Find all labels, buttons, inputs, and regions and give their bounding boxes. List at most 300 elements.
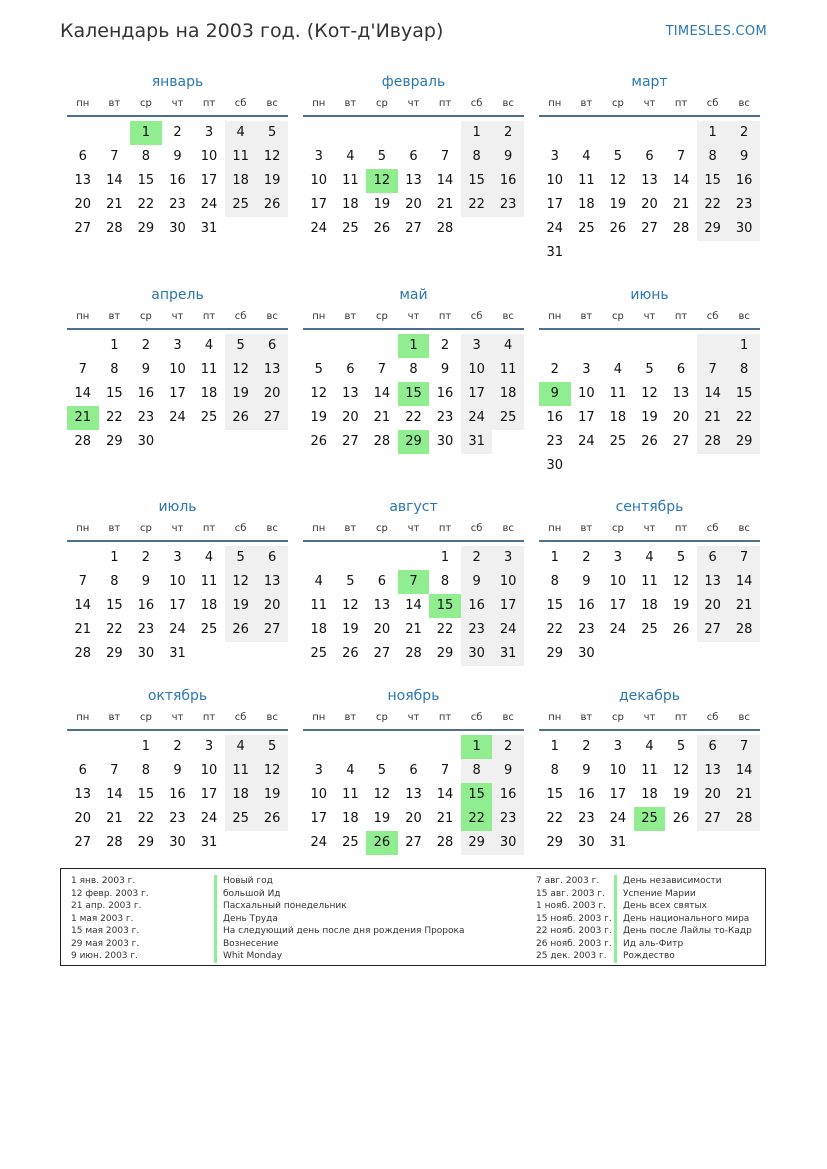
day-cell[interactable]: 9 <box>728 145 760 169</box>
day-cell[interactable]: 26 <box>672 811 690 826</box>
day-cell[interactable]: 30 <box>578 646 595 661</box>
day-cell[interactable]: 8 <box>440 574 450 589</box>
day-cell[interactable]: 20 <box>672 410 690 425</box>
day-cell[interactable]: 4 <box>225 121 257 145</box>
day-cell[interactable]: 27 <box>697 618 729 642</box>
day-cell[interactable]: 25 <box>225 193 257 217</box>
day-cell[interactable]: 17 <box>200 787 218 802</box>
day-cell[interactable]: 21 <box>697 406 729 430</box>
day-cell[interactable]: 6 <box>78 149 87 164</box>
day-cell[interactable]: 9 <box>141 362 151 377</box>
day-cell[interactable]: 9 <box>582 763 591 778</box>
day-cell[interactable]: 5 <box>346 574 355 589</box>
day-cell[interactable]: 26 <box>256 193 288 217</box>
day-cell[interactable]: 29 <box>137 835 155 850</box>
day-cell[interactable]: 26 <box>609 221 627 236</box>
day-cell[interactable]: 24 <box>200 197 218 212</box>
day-cell[interactable]: 21 <box>373 410 391 425</box>
day-cell[interactable]: 15 <box>546 598 564 613</box>
day-cell[interactable]: 23 <box>169 197 186 212</box>
day-cell[interactable]: 29 <box>436 646 454 661</box>
day-cell[interactable]: 26 <box>641 434 658 449</box>
day-cell[interactable]: 20 <box>74 197 92 212</box>
day-cell[interactable]: 23 <box>492 193 524 217</box>
day-cell[interactable]: 16 <box>169 787 186 802</box>
day-cell[interactable]: 21 <box>74 622 92 637</box>
day-cell[interactable]: 30 <box>137 434 155 449</box>
day-cell[interactable]: 14 <box>106 787 123 802</box>
day-cell[interactable]: 6 <box>409 763 418 778</box>
day-cell[interactable]: 21 <box>405 622 422 637</box>
day-cell[interactable]: 9 <box>461 570 493 594</box>
day-cell[interactable]: 20 <box>373 622 391 637</box>
day-cell[interactable]: 31 <box>200 835 218 850</box>
day-cell[interactable]: 1 <box>728 334 760 358</box>
day-cell[interactable]: 9 <box>440 362 450 377</box>
day-cell[interactable]: 22 <box>106 622 123 637</box>
day-cell[interactable]: 24 <box>461 406 493 430</box>
day-cell[interactable]: 16 <box>578 787 595 802</box>
day-cell[interactable]: 13 <box>672 386 690 401</box>
day-cell[interactable]: 25 <box>342 221 359 236</box>
day-cell[interactable]: 27 <box>373 646 391 661</box>
day-cell[interactable]: 13 <box>697 759 729 783</box>
day-cell[interactable]: 7 <box>78 574 87 589</box>
day-cell[interactable]: 18 <box>492 382 524 406</box>
day-cell[interactable]: 22 <box>697 193 729 217</box>
day-cell[interactable]: 11 <box>609 386 627 401</box>
day-cell[interactable]: 17 <box>310 197 328 212</box>
day-cell[interactable]: 1 <box>461 121 493 145</box>
day-cell[interactable]: 19 <box>310 410 328 425</box>
day-cell[interactable]: 1 <box>550 739 559 754</box>
day-cell[interactable]: 22 <box>461 193 493 217</box>
day-cell[interactable]: 4 <box>613 362 623 377</box>
day-cell[interactable]: 27 <box>641 221 658 236</box>
day-cell[interactable]: 2 <box>141 338 151 353</box>
day-cell[interactable]: 16 <box>546 410 564 425</box>
day-cell[interactable]: 28 <box>728 807 760 831</box>
day-cell[interactable]: 30 <box>169 835 186 850</box>
day-cell[interactable]: 9 <box>492 145 524 169</box>
day-cell[interactable]: 25 <box>200 622 218 637</box>
day-cell[interactable]: 22 <box>405 410 422 425</box>
day-cell[interactable]: 18 <box>225 783 257 807</box>
day-cell[interactable]: 12 <box>256 145 288 169</box>
day-cell[interactable]: 9 <box>492 759 524 783</box>
day-cell[interactable]: 14 <box>436 173 454 188</box>
day-cell[interactable]: 13 <box>697 570 729 594</box>
day-cell[interactable]: 29 <box>106 434 123 449</box>
day-cell[interactable]: 27 <box>405 835 422 850</box>
day-cell[interactable]: 3 <box>204 739 214 754</box>
day-cell[interactable]: 19 <box>225 382 257 406</box>
day-cell[interactable]: 28 <box>106 835 123 850</box>
day-cell[interactable]: 11 <box>641 574 658 589</box>
day-cell[interactable]: 12 <box>373 787 391 802</box>
day-cell[interactable]: 26 <box>672 622 690 637</box>
day-cell[interactable]: 8 <box>461 145 493 169</box>
day-cell[interactable]: 20 <box>697 783 729 807</box>
day-cell[interactable]: 28 <box>405 646 422 661</box>
day-cell[interactable]: 17 <box>546 197 564 212</box>
holiday-day-cell[interactable]: 12 <box>366 169 398 193</box>
day-cell[interactable]: 12 <box>672 574 690 589</box>
day-cell[interactable]: 29 <box>546 646 564 661</box>
day-cell[interactable]: 20 <box>405 197 422 212</box>
day-cell[interactable]: 22 <box>106 410 123 425</box>
day-cell[interactable]: 12 <box>225 358 257 382</box>
day-cell[interactable]: 29 <box>137 221 155 236</box>
day-cell[interactable]: 5 <box>613 149 623 164</box>
day-cell[interactable]: 23 <box>546 434 564 449</box>
day-cell[interactable]: 28 <box>728 618 760 642</box>
day-cell[interactable]: 6 <box>256 334 288 358</box>
day-cell[interactable]: 9 <box>141 574 151 589</box>
day-cell[interactable]: 18 <box>225 169 257 193</box>
day-cell[interactable]: 20 <box>405 811 422 826</box>
day-cell[interactable]: 8 <box>110 362 119 377</box>
day-cell[interactable]: 4 <box>204 338 214 353</box>
day-cell[interactable]: 30 <box>728 217 760 241</box>
day-cell[interactable]: 19 <box>256 169 288 193</box>
day-cell[interactable]: 5 <box>256 735 288 759</box>
day-cell[interactable]: 13 <box>74 173 92 188</box>
day-cell[interactable]: 12 <box>609 173 627 188</box>
day-cell[interactable]: 6 <box>676 362 686 377</box>
holiday-day-cell[interactable]: 1 <box>398 334 430 358</box>
day-cell[interactable]: 24 <box>200 811 218 826</box>
holiday-day-cell[interactable]: 1 <box>130 121 162 145</box>
day-cell[interactable]: 18 <box>200 386 218 401</box>
day-cell[interactable]: 21 <box>106 811 123 826</box>
day-cell[interactable]: 17 <box>492 594 524 618</box>
day-cell[interactable]: 30 <box>461 642 493 666</box>
day-cell[interactable]: 17 <box>609 598 627 613</box>
day-cell[interactable]: 28 <box>373 434 391 449</box>
day-cell[interactable]: 25 <box>492 406 524 430</box>
day-cell[interactable]: 17 <box>609 787 627 802</box>
day-cell[interactable]: 2 <box>173 739 182 754</box>
day-cell[interactable]: 6 <box>346 362 355 377</box>
day-cell[interactable]: 28 <box>436 835 454 850</box>
day-cell[interactable]: 6 <box>697 735 729 759</box>
day-cell[interactable]: 31 <box>546 245 564 260</box>
day-cell[interactable]: 25 <box>342 835 359 850</box>
day-cell[interactable]: 28 <box>672 221 690 236</box>
day-cell[interactable]: 9 <box>173 763 182 778</box>
day-cell[interactable]: 15 <box>728 382 760 406</box>
day-cell[interactable]: 23 <box>578 622 595 637</box>
day-cell[interactable]: 2 <box>173 125 182 140</box>
day-cell[interactable]: 8 <box>110 574 119 589</box>
day-cell[interactable]: 16 <box>461 594 493 618</box>
day-cell[interactable]: 15 <box>137 787 155 802</box>
day-cell[interactable]: 25 <box>641 622 658 637</box>
day-cell[interactable]: 18 <box>310 622 328 637</box>
day-cell[interactable]: 11 <box>225 145 257 169</box>
day-cell[interactable]: 3 <box>613 739 623 754</box>
day-cell[interactable]: 8 <box>141 149 151 164</box>
day-cell[interactable]: 3 <box>492 546 524 570</box>
day-cell[interactable]: 10 <box>310 787 328 802</box>
day-cell[interactable]: 14 <box>672 173 690 188</box>
day-cell[interactable]: 10 <box>310 173 328 188</box>
day-cell[interactable]: 29 <box>546 835 564 850</box>
day-cell[interactable]: 27 <box>74 221 92 236</box>
day-cell[interactable]: 14 <box>74 386 92 401</box>
day-cell[interactable]: 10 <box>169 362 186 377</box>
day-cell[interactable]: 24 <box>169 622 186 637</box>
day-cell[interactable]: 2 <box>550 362 559 377</box>
day-cell[interactable]: 14 <box>436 787 454 802</box>
day-cell[interactable]: 2 <box>582 739 591 754</box>
day-cell[interactable]: 1 <box>697 121 729 145</box>
day-cell[interactable]: 13 <box>256 570 288 594</box>
day-cell[interactable]: 3 <box>461 334 493 358</box>
day-cell[interactable]: 1 <box>110 550 119 565</box>
day-cell[interactable]: 10 <box>461 358 493 382</box>
day-cell[interactable]: 28 <box>106 221 123 236</box>
day-cell[interactable]: 24 <box>310 835 328 850</box>
day-cell[interactable]: 18 <box>578 197 595 212</box>
day-cell[interactable]: 4 <box>204 550 214 565</box>
day-cell[interactable]: 12 <box>641 386 658 401</box>
day-cell[interactable]: 10 <box>200 149 218 164</box>
day-cell[interactable]: 31 <box>461 430 493 454</box>
day-cell[interactable]: 1 <box>550 550 559 565</box>
day-cell[interactable]: 5 <box>314 362 323 377</box>
day-cell[interactable]: 24 <box>546 221 564 236</box>
day-cell[interactable]: 29 <box>106 646 123 661</box>
day-cell[interactable]: 8 <box>550 763 559 778</box>
day-cell[interactable]: 20 <box>256 594 288 618</box>
day-cell[interactable]: 1 <box>141 739 151 754</box>
day-cell[interactable]: 12 <box>225 570 257 594</box>
day-cell[interactable]: 22 <box>728 406 760 430</box>
day-cell[interactable]: 5 <box>676 550 686 565</box>
day-cell[interactable]: 17 <box>310 811 328 826</box>
day-cell[interactable]: 7 <box>440 763 450 778</box>
day-cell[interactable]: 14 <box>697 382 729 406</box>
holiday-day-cell[interactable]: 26 <box>366 831 398 855</box>
day-cell[interactable]: 13 <box>641 173 658 188</box>
day-cell[interactable]: 22 <box>546 811 564 826</box>
day-cell[interactable]: 15 <box>137 173 155 188</box>
day-cell[interactable]: 7 <box>78 362 87 377</box>
day-cell[interactable]: 27 <box>672 434 690 449</box>
day-cell[interactable]: 23 <box>461 618 493 642</box>
day-cell[interactable]: 8 <box>141 763 151 778</box>
day-cell[interactable]: 18 <box>342 811 359 826</box>
day-cell[interactable]: 25 <box>578 221 595 236</box>
day-cell[interactable]: 3 <box>613 550 623 565</box>
day-cell[interactable]: 18 <box>200 598 218 613</box>
day-cell[interactable]: 28 <box>436 221 454 236</box>
day-cell[interactable]: 3 <box>314 149 323 164</box>
day-cell[interactable]: 3 <box>173 550 182 565</box>
day-cell[interactable]: 16 <box>492 783 524 807</box>
day-cell[interactable]: 10 <box>609 763 627 778</box>
day-cell[interactable]: 14 <box>74 598 92 613</box>
day-cell[interactable]: 24 <box>609 811 627 826</box>
day-cell[interactable]: 5 <box>225 546 257 570</box>
day-cell[interactable]: 25 <box>609 434 627 449</box>
day-cell[interactable]: 29 <box>728 430 760 454</box>
holiday-day-cell[interactable]: 15 <box>398 382 430 406</box>
holiday-day-cell[interactable]: 15 <box>461 783 493 807</box>
holiday-day-cell[interactable]: 9 <box>539 382 571 406</box>
day-cell[interactable]: 10 <box>169 574 186 589</box>
day-cell[interactable]: 22 <box>546 622 564 637</box>
day-cell[interactable]: 13 <box>405 173 422 188</box>
day-cell[interactable]: 16 <box>169 173 186 188</box>
day-cell[interactable]: 18 <box>609 410 627 425</box>
day-cell[interactable]: 10 <box>200 763 218 778</box>
day-cell[interactable]: 11 <box>342 787 359 802</box>
day-cell[interactable]: 12 <box>342 598 359 613</box>
day-cell[interactable]: 29 <box>697 217 729 241</box>
day-cell[interactable]: 6 <box>78 763 87 778</box>
day-cell[interactable]: 30 <box>169 221 186 236</box>
day-cell[interactable]: 24 <box>492 618 524 642</box>
day-cell[interactable]: 11 <box>578 173 595 188</box>
day-cell[interactable]: 19 <box>256 783 288 807</box>
day-cell[interactable]: 27 <box>342 434 359 449</box>
day-cell[interactable]: 4 <box>314 574 323 589</box>
day-cell[interactable]: 8 <box>697 145 729 169</box>
day-cell[interactable]: 23 <box>728 193 760 217</box>
day-cell[interactable]: 13 <box>74 787 92 802</box>
holiday-day-cell[interactable]: 7 <box>398 570 430 594</box>
day-cell[interactable]: 30 <box>436 434 454 449</box>
holiday-day-cell[interactable]: 25 <box>634 807 666 831</box>
day-cell[interactable]: 14 <box>728 570 760 594</box>
day-cell[interactable]: 28 <box>697 430 729 454</box>
day-cell[interactable]: 11 <box>200 574 218 589</box>
day-cell[interactable]: 7 <box>110 149 119 164</box>
brand-logo[interactable]: TIMESLES.COM <box>665 24 767 39</box>
day-cell[interactable]: 24 <box>578 434 595 449</box>
day-cell[interactable]: 1 <box>110 338 119 353</box>
day-cell[interactable]: 17 <box>461 382 493 406</box>
day-cell[interactable]: 30 <box>578 835 595 850</box>
day-cell[interactable]: 12 <box>672 763 690 778</box>
day-cell[interactable]: 30 <box>492 831 524 855</box>
day-cell[interactable]: 26 <box>225 618 257 642</box>
day-cell[interactable]: 15 <box>106 386 123 401</box>
day-cell[interactable]: 4 <box>492 334 524 358</box>
day-cell[interactable]: 11 <box>342 173 359 188</box>
day-cell[interactable]: 17 <box>578 410 595 425</box>
day-cell[interactable]: 8 <box>409 362 418 377</box>
day-cell[interactable]: 20 <box>256 382 288 406</box>
day-cell[interactable]: 5 <box>256 121 288 145</box>
day-cell[interactable]: 19 <box>342 622 359 637</box>
day-cell[interactable]: 2 <box>440 338 450 353</box>
holiday-day-cell[interactable]: 1 <box>461 735 493 759</box>
day-cell[interactable]: 4 <box>346 763 355 778</box>
day-cell[interactable]: 13 <box>256 358 288 382</box>
day-cell[interactable]: 15 <box>546 787 564 802</box>
day-cell[interactable]: 23 <box>169 811 186 826</box>
day-cell[interactable]: 6 <box>256 546 288 570</box>
day-cell[interactable]: 23 <box>436 410 454 425</box>
day-cell[interactable]: 23 <box>492 807 524 831</box>
day-cell[interactable]: 22 <box>137 197 155 212</box>
day-cell[interactable]: 11 <box>492 358 524 382</box>
day-cell[interactable]: 18 <box>641 598 658 613</box>
day-cell[interactable]: 3 <box>314 763 323 778</box>
day-cell[interactable]: 27 <box>697 807 729 831</box>
holiday-day-cell[interactable]: 21 <box>67 406 99 430</box>
day-cell[interactable]: 5 <box>225 334 257 358</box>
day-cell[interactable]: 2 <box>141 550 151 565</box>
day-cell[interactable]: 10 <box>492 570 524 594</box>
day-cell[interactable]: 10 <box>578 386 595 401</box>
day-cell[interactable]: 26 <box>342 646 359 661</box>
day-cell[interactable]: 19 <box>672 787 690 802</box>
day-cell[interactable]: 23 <box>578 811 595 826</box>
day-cell[interactable]: 21 <box>728 594 760 618</box>
day-cell[interactable]: 11 <box>310 598 328 613</box>
day-cell[interactable]: 2 <box>492 121 524 145</box>
day-cell[interactable]: 13 <box>342 386 359 401</box>
holiday-day-cell[interactable]: 15 <box>429 594 461 618</box>
day-cell[interactable]: 20 <box>697 594 729 618</box>
day-cell[interactable]: 7 <box>697 358 729 382</box>
day-cell[interactable]: 11 <box>225 759 257 783</box>
day-cell[interactable]: 28 <box>74 434 92 449</box>
day-cell[interactable]: 27 <box>256 406 288 430</box>
day-cell[interactable]: 2 <box>728 121 760 145</box>
day-cell[interactable]: 6 <box>697 546 729 570</box>
day-cell[interactable]: 16 <box>578 598 595 613</box>
day-cell[interactable]: 21 <box>672 197 690 212</box>
day-cell[interactable]: 29 <box>461 831 493 855</box>
day-cell[interactable]: 18 <box>342 197 359 212</box>
day-cell[interactable]: 31 <box>492 642 524 666</box>
day-cell[interactable]: 19 <box>373 197 391 212</box>
day-cell[interactable]: 9 <box>582 574 591 589</box>
day-cell[interactable]: 21 <box>436 197 454 212</box>
day-cell[interactable]: 17 <box>169 598 186 613</box>
day-cell[interactable]: 30 <box>137 646 155 661</box>
day-cell[interactable]: 19 <box>609 197 627 212</box>
day-cell[interactable]: 10 <box>546 173 564 188</box>
day-cell[interactable]: 7 <box>110 763 119 778</box>
day-cell[interactable]: 12 <box>310 386 328 401</box>
day-cell[interactable]: 12 <box>256 759 288 783</box>
day-cell[interactable]: 3 <box>204 125 214 140</box>
day-cell[interactable]: 2 <box>582 550 591 565</box>
day-cell[interactable]: 14 <box>373 386 391 401</box>
day-cell[interactable]: 15 <box>106 598 123 613</box>
day-cell[interactable]: 24 <box>310 221 328 236</box>
day-cell[interactable]: 6 <box>409 149 418 164</box>
day-cell[interactable]: 19 <box>373 811 391 826</box>
day-cell[interactable]: 7 <box>377 362 387 377</box>
day-cell[interactable]: 25 <box>225 807 257 831</box>
day-cell[interactable]: 27 <box>256 618 288 642</box>
day-cell[interactable]: 17 <box>169 386 186 401</box>
day-cell[interactable]: 4 <box>225 735 257 759</box>
day-cell[interactable]: 16 <box>492 169 524 193</box>
day-cell[interactable]: 30 <box>546 458 564 473</box>
day-cell[interactable]: 8 <box>728 358 760 382</box>
day-cell[interactable]: 1 <box>440 550 450 565</box>
day-cell[interactable]: 15 <box>697 169 729 193</box>
